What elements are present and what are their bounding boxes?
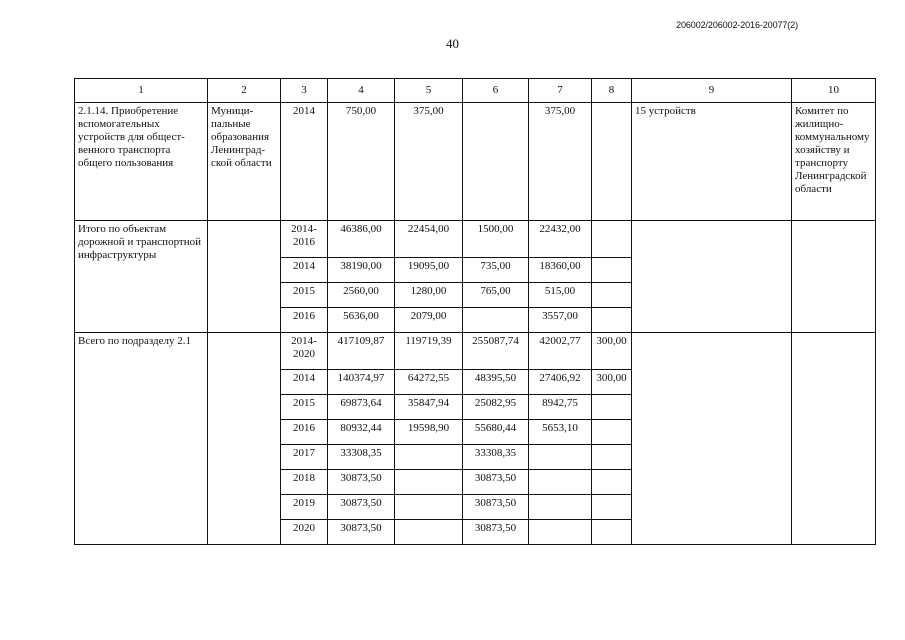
year-cell: 2016: [281, 308, 328, 333]
vsego-label: Всего по подразделу 2.1: [75, 333, 208, 545]
header-cell: 5: [395, 79, 463, 103]
header-row: [75, 79, 876, 103]
executor-cell: Комитет по жилищно-коммунальному хозяйству и транспорту Ленинградской области: [792, 103, 876, 221]
header-cell: 2: [208, 79, 281, 103]
value-cell: [529, 495, 592, 520]
document-id: 206002/206002-2016-20077(2): [676, 20, 798, 30]
value-cell: 80932,44: [328, 420, 395, 445]
result-cell: 15 устройств: [632, 103, 792, 221]
value-cell: 735,00: [463, 258, 529, 283]
value-cell: 27406,92: [529, 370, 592, 395]
value-cell: 64272,55: [395, 370, 463, 395]
value-cell: 30873,50: [328, 470, 395, 495]
header-cell: 9: [632, 79, 792, 103]
value-cell: 42002,77: [529, 333, 592, 370]
table-row-itogo: [75, 221, 876, 258]
value-cell: [463, 103, 529, 221]
table-row-vsego: [75, 333, 876, 370]
value-cell: [529, 470, 592, 495]
page-number: 40: [446, 36, 459, 51]
value-cell: 30873,50: [463, 495, 529, 520]
year-cell: 2014-2020: [281, 333, 328, 370]
value-cell: 55680,44: [463, 420, 529, 445]
measure-name: 2.1.14. Приобретение вспомогательных устройств для общественного транспорта общего пользования: [75, 103, 208, 221]
year-cell: 2018: [281, 470, 328, 495]
value-cell: 30873,50: [328, 520, 395, 545]
header-cell: 7: [529, 79, 592, 103]
value-cell: 375,00: [529, 103, 592, 221]
value-cell: 18360,00: [529, 258, 592, 283]
year-cell: 2014: [281, 370, 328, 395]
value-cell: [592, 420, 632, 445]
value-cell: [592, 103, 632, 221]
value-cell: [592, 283, 632, 308]
year-cell: 2014: [281, 258, 328, 283]
value-cell: 30873,50: [463, 520, 529, 545]
value-cell: [592, 470, 632, 495]
value-cell: 2079,00: [395, 308, 463, 333]
value-cell: 300,00: [592, 333, 632, 370]
value-cell: [592, 495, 632, 520]
year-cell: 2015: [281, 283, 328, 308]
header-cell: 8: [592, 79, 632, 103]
year-cell: 2020: [281, 520, 328, 545]
value-cell: 33308,35: [463, 445, 529, 470]
value-cell: [395, 470, 463, 495]
value-cell: 35847,94: [395, 395, 463, 420]
empty-cell: [208, 333, 281, 545]
value-cell: 255087,74: [463, 333, 529, 370]
value-cell: 119719,39: [395, 333, 463, 370]
value-cell: 8942,75: [529, 395, 592, 420]
value-cell: 19598,90: [395, 420, 463, 445]
value-cell: 46386,00: [328, 221, 395, 258]
year-cell: 2014: [281, 103, 328, 221]
value-cell: 765,00: [463, 283, 529, 308]
value-cell: 30873,50: [463, 470, 529, 495]
value-cell: [395, 495, 463, 520]
value-cell: [592, 445, 632, 470]
value-cell: 750,00: [328, 103, 395, 221]
value-cell: 25082,95: [463, 395, 529, 420]
empty-cell: [632, 333, 792, 545]
year-cell: 2016: [281, 420, 328, 445]
value-cell: 2560,00: [328, 283, 395, 308]
value-cell: 22432,00: [529, 221, 592, 258]
value-cell: [529, 445, 592, 470]
value-cell: 515,00: [529, 283, 592, 308]
empty-cell: [792, 221, 876, 333]
budget-table: [74, 78, 876, 545]
value-cell: [592, 258, 632, 283]
value-cell: [592, 221, 632, 258]
value-cell: 5653,10: [529, 420, 592, 445]
value-cell: 33308,35: [328, 445, 395, 470]
year-cell: 2015: [281, 395, 328, 420]
value-cell: [395, 520, 463, 545]
value-cell: 300,00: [592, 370, 632, 395]
value-cell: 48395,50: [463, 370, 529, 395]
header-cell: 3: [281, 79, 328, 103]
header-cell: 4: [328, 79, 395, 103]
empty-cell: [208, 221, 281, 333]
value-cell: [529, 520, 592, 545]
value-cell: 3557,00: [529, 308, 592, 333]
header-cell: 1: [75, 79, 208, 103]
table-row-2-1-14: [75, 103, 876, 221]
value-cell: 38190,00: [328, 258, 395, 283]
value-cell: 1280,00: [395, 283, 463, 308]
header-cell: 10: [792, 79, 876, 103]
value-cell: 30873,50: [328, 495, 395, 520]
value-cell: 375,00: [395, 103, 463, 221]
empty-cell: [632, 221, 792, 333]
year-cell: 2014-2016: [281, 221, 328, 258]
value-cell: 5636,00: [328, 308, 395, 333]
value-cell: 19095,00: [395, 258, 463, 283]
year-cell: 2019: [281, 495, 328, 520]
value-cell: 22454,00: [395, 221, 463, 258]
value-cell: [395, 445, 463, 470]
recipient-cell: Муниципальные образования Ленинградской области: [208, 103, 281, 221]
value-cell: [592, 308, 632, 333]
value-cell: 140374,97: [328, 370, 395, 395]
value-cell: 1500,00: [463, 221, 529, 258]
itogo-label: Итого по объектам дорожной и транспортной инфраструктуры: [75, 221, 208, 333]
value-cell: 69873,64: [328, 395, 395, 420]
empty-cell: [792, 333, 876, 545]
value-cell: 417109,87: [328, 333, 395, 370]
value-cell: [463, 308, 529, 333]
value-cell: [592, 520, 632, 545]
value-cell: [592, 395, 632, 420]
header-cell: 6: [463, 79, 529, 103]
year-cell: 2017: [281, 445, 328, 470]
